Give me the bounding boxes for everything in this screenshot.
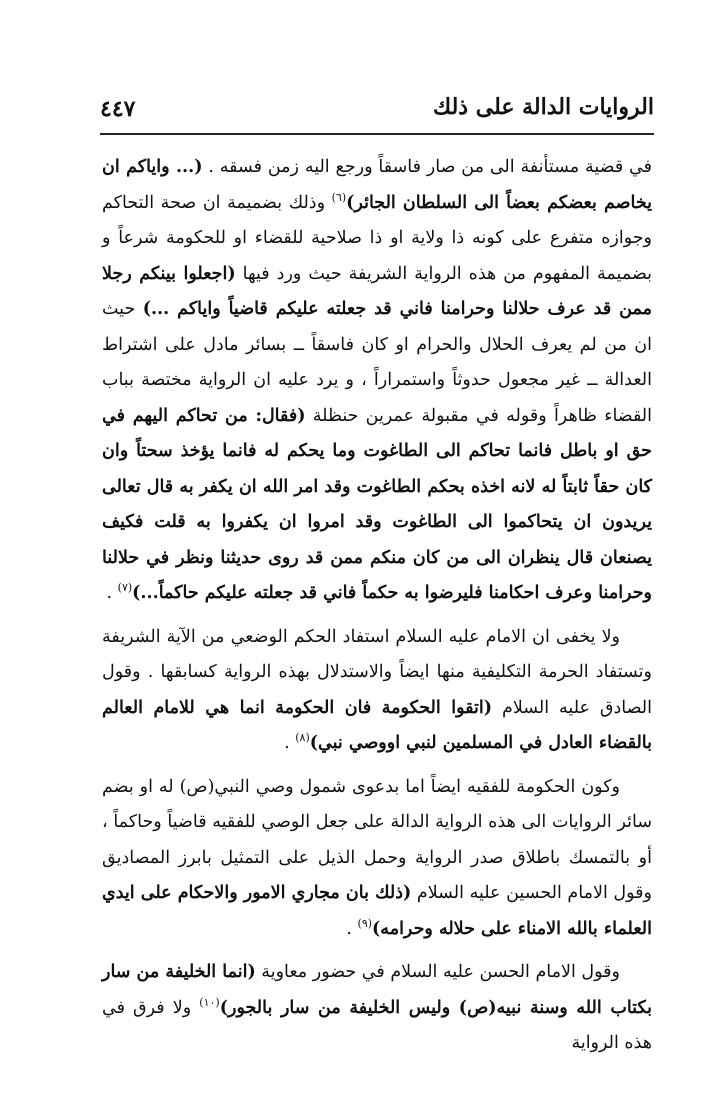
footnote-marker: (١٠) bbox=[199, 995, 220, 1009]
header-divider bbox=[100, 133, 654, 135]
quoted-text: (ذلك بان مجاري الامور والاحكام على ايدي العلماء بالله الامناء على حلاله وحرامه) bbox=[102, 883, 652, 939]
running-title: الروايات الدالة على ذلك bbox=[433, 94, 654, 120]
body-text-segment: ولا فرق في هذه الرواية bbox=[102, 997, 652, 1053]
page-number: ٤٤٧ bbox=[100, 96, 136, 122]
body-text-segment: . bbox=[106, 583, 118, 603]
running-header bbox=[100, 90, 654, 130]
body-text bbox=[102, 150, 652, 1070]
body-text-segment: وذلك بضميمة ان صحة التحاكم وجوازه متفرع على كونه ذا ولاية او ذا صلاحية للقضاء او للحكومة شرعاً و بضميمة المفهوم من هذه الرواية الشريفة حيث ورد فيها bbox=[102, 192, 652, 284]
footnote-marker: (٩) bbox=[357, 916, 373, 930]
body-text-segment: حيث ان من لم يعرف الحلال والحرام او كان فاسقاً ــ بسائر مادل على اشتراط العدالة ــ غير مجعول حدوثاً واستمراراً ، و يرد عليه ان الرواية مختصة بباب القضاء ظاهراً وقوله في مقبولة عمرين حنظلة bbox=[102, 299, 652, 426]
quoted-text: (اتقوا الحكومة فان الحكومة انما هي للامام العالم بالقضاء العادل في المسلمين لنبي اووصي نبي) bbox=[102, 697, 652, 753]
quoted-text: (اجعلوا بينكم رجلا ممن قد عرف حلالنا وحرامنا فاني قد جعلته عليكم قاضياً واياكم ...) bbox=[102, 263, 652, 319]
quoted-text: (انما الخليفة من سار بكتاب الله وسنة نبيه(ص) وليس الخليفة من سار بالجور) bbox=[102, 962, 652, 1018]
footnote-marker: (٧) bbox=[117, 581, 133, 595]
paragraph bbox=[102, 955, 652, 1062]
paragraph bbox=[102, 620, 652, 762]
paragraph bbox=[102, 150, 652, 612]
footnote-marker: (٨) bbox=[295, 731, 310, 745]
quoted-text: (... واياكم ان يخاصم بعضكم بعضاً الى السلطان الجائر) bbox=[102, 157, 653, 213]
paragraph bbox=[102, 770, 652, 948]
body-text-segment: ولا يخفى ان الامام عليه السلام استفاد الحكم الوضعي من الآية الشريفة وتستفاد الحرمة التكليفية منها ايضاً والاستدلال بهذه الرواية كسابقها . وقول الصادق عليه السلام bbox=[102, 626, 652, 718]
body-text-segment: . bbox=[284, 733, 296, 753]
footnote-marker: (٦) bbox=[331, 190, 347, 204]
body-text-segment: وكون الحكومة للفقيه ايضاً اما بدعوى شمول وصي النبي(ص) له او بضم سائر الروايات الى هذه الرواية الدالة على جعل الوصي للفقيه قاضياً وحاكماً ، أو بالتمسك باطلاق صدر الرواية وحمل الذيل على التمثيل بابرز المصاديق وقول الامام الحسين عليه السلام bbox=[102, 776, 652, 903]
body-text-segment: وقول الامام الحسن عليه السلام في حضور معاوية bbox=[255, 962, 620, 982]
body-text-segment: في قضية مستأنفة الى من صار فاسقاً ورجع اليه زمن فسقه . bbox=[202, 157, 652, 177]
quoted-text: (فقال: من تحاكم اليهم في حق او باطل فانما تحاكم الى الطاغوت وما يحكم له فانما يؤخذ سحتاً وان كان حقاً ثابتاً له لانه اخذه بحكم الطاغوت وقد امر الله ان يكفر به قال تعالى يريدون ان يتحاكموا الى الطاغوت وقد امروا ان يكفروا به قلت فكيف يصنعان قال ينظران الى من كان منكم ممن قد روى حديثنا ونظر في حلالنا وحرامنا وعرف احكامنا فليرضوا به حكماً فاني قد جعلته عليكم حاكماً...) bbox=[102, 405, 652, 603]
body-text-segment: . bbox=[346, 918, 358, 939]
